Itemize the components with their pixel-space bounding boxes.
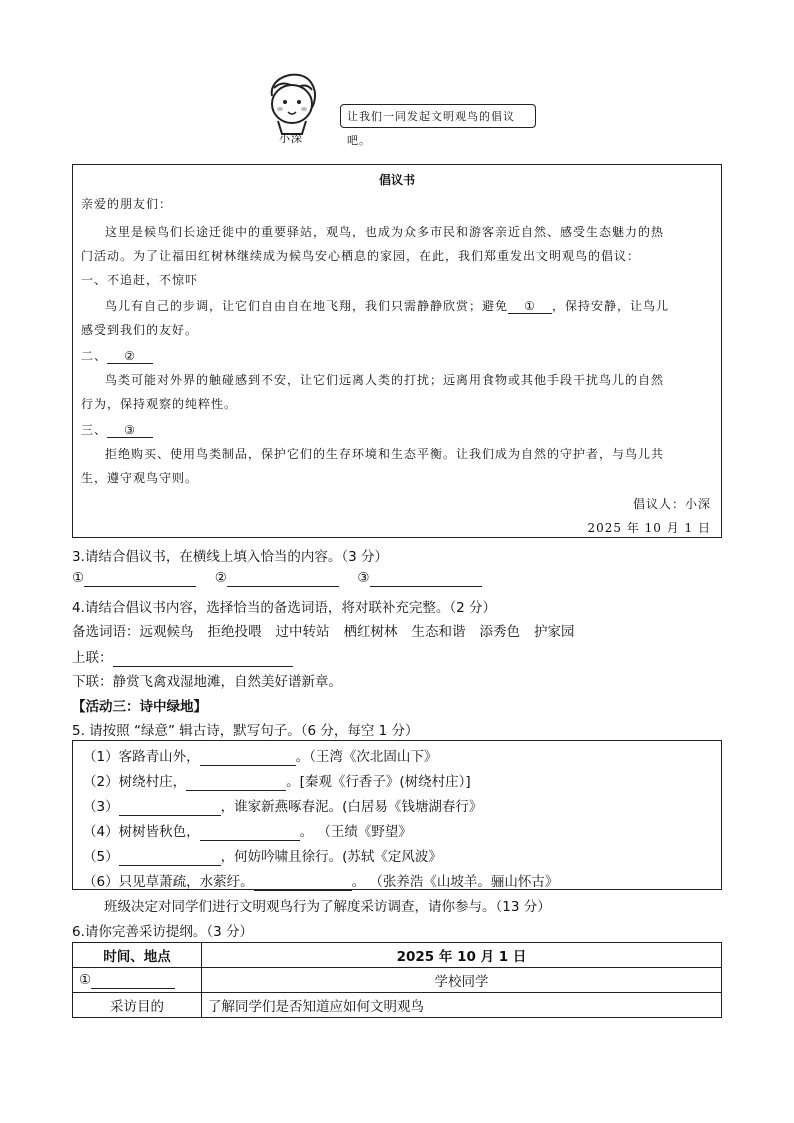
blank-2[interactable]: ② xyxy=(107,349,153,364)
survey-intro: 班级决定对同学们进行文明观鸟行为了解度采访调查，请你参与。（13 分） xyxy=(104,899,551,915)
item1-text-b: ，保持安静，让鸟儿 xyxy=(552,299,670,313)
q5-prompt: 5. 请按照 “绿意” 辑古诗，默写句子。（6 分，每空 1 分） xyxy=(72,723,419,739)
poem-blank[interactable] xyxy=(200,824,300,841)
proposal-item3-line2: 生，遵守观鸟守则。 xyxy=(81,471,199,485)
poem-pre: （1）客路青山外， xyxy=(83,749,200,765)
table-cell: 时间、地点 xyxy=(73,943,202,968)
table-cell: 2025 年 10 月 1 日 xyxy=(202,943,722,968)
q4-upper-blank[interactable] xyxy=(113,650,293,667)
poem-post: ，何妨吟啸且徐行。(苏轼《定风波》 xyxy=(220,849,442,865)
table-cell: 采访目的 xyxy=(73,993,202,1018)
item3-prefix: 三、 xyxy=(81,423,108,437)
proposal-item2-heading xyxy=(81,347,153,364)
poem-post: 。（王湾《次北固山下》 xyxy=(295,749,438,765)
poem-blank[interactable] xyxy=(186,774,286,791)
q4-option: 拒绝投喂 xyxy=(207,624,262,640)
q6-prompt: 6.请你完善采访提纲。（3 分） xyxy=(72,924,254,940)
proposal-item2-line2: 行为，保持观察的纯粹性。 xyxy=(81,397,238,411)
proposal-title: 倡议书 xyxy=(378,173,415,187)
q3-blank-1[interactable] xyxy=(84,570,196,587)
proposal-signer: 倡议人：小深 xyxy=(632,497,711,511)
table-cell: 了解同学们是否知道应如何文明观鸟 xyxy=(202,993,722,1018)
poem-pre: （4）树树皆秋色， xyxy=(83,824,200,840)
q4-option: 过中转站 xyxy=(275,624,330,640)
q4-option: 生态和谐 xyxy=(411,624,466,640)
proposal-item1-line1 xyxy=(105,297,669,314)
q3-label-2: ② xyxy=(214,570,227,586)
proposal-item2-line1: 鸟类可能对外界的触碰感到不安，让它们远离人类的打扰；远离用食物或其他手段干扰鸟儿的自然 xyxy=(105,373,665,387)
q3-label-1: ① xyxy=(72,570,85,586)
speech-bubble: 让我们一同发起文明观鸟的倡议吧。 xyxy=(340,104,536,128)
poem-line-1 xyxy=(83,745,437,766)
q4-option: 栖红树林 xyxy=(343,624,398,640)
blank-1[interactable]: ① xyxy=(508,299,552,314)
proposal-item3-line1: 拒绝购买、使用鸟类制品，保护它们的生存环境和生态平衡。让我们成为自然的守护者，与鸟儿共 xyxy=(105,447,665,461)
poem-post: 。 （王绩《野望》 xyxy=(299,824,412,840)
poem-pre: （6）只见草萧疏，水萦纡。 xyxy=(83,874,254,890)
proposal-item1-line2: 感受到我们的友好。 xyxy=(81,323,199,337)
q4-option: 远观候鸟 xyxy=(139,624,194,640)
q4-option: 护家园 xyxy=(534,624,575,640)
q4-option: 添秀色 xyxy=(479,624,520,640)
q3-answers xyxy=(72,570,482,587)
table-cell: 学校同学 xyxy=(202,968,722,993)
poem-line-6 xyxy=(83,870,558,891)
blank-3[interactable]: ③ xyxy=(107,423,153,438)
q4-upper-label: 上联： xyxy=(72,650,113,666)
poem-pre: （2）树绕村庄， xyxy=(83,774,187,790)
q4-lower-couplet: 下联：静赏飞禽戏湿地滩，自然美好谱新章。 xyxy=(72,674,342,690)
proposal-date: 2025 年 10 月 1 日 xyxy=(587,521,711,535)
poem-blank[interactable] xyxy=(254,874,352,891)
q4-prompt: 4.请结合倡议书内容，选择恰当的备选词语，将对联补充完整。（2 分） xyxy=(72,600,497,616)
q4-options xyxy=(72,620,575,640)
poem-blank[interactable] xyxy=(119,799,221,816)
q3-label-3: ③ xyxy=(357,570,370,586)
interview-outline-table xyxy=(72,942,722,1018)
q3-blank-3[interactable] xyxy=(370,570,482,587)
proposal-intro-1: 这里是候鸟们长途迁徙中的重要驿站，观鸟，也成为众多市民和游客亲近自然、感受生态魅力的热 xyxy=(105,225,665,239)
poem-box xyxy=(72,740,722,890)
q3-prompt: 3.请结合倡议书，在横线上填入恰当的内容。（3 分） xyxy=(72,549,389,565)
q4-options-label: 备选词语： xyxy=(72,624,140,640)
poem-post: 。[秦观《行香子》(树绕村庄）] xyxy=(286,774,471,790)
activity3-heading: 【活动三：诗中绿地】 xyxy=(72,699,207,715)
proposal-item3-heading xyxy=(81,421,153,438)
item1-text-a: 鸟儿有自己的步调，让它们自由自在地飞翔，我们只需静静欣赏；避免 xyxy=(105,299,509,313)
table-row xyxy=(73,943,722,968)
table-row xyxy=(73,968,722,993)
q3-blank-2[interactable] xyxy=(227,570,339,587)
poem-pre: （5） xyxy=(83,849,119,865)
poem-post: ，谁家新燕啄春泥。(白居易《钱塘湖春行》 xyxy=(220,799,483,815)
poem-blank[interactable] xyxy=(119,849,221,866)
poem-line-3 xyxy=(83,795,482,816)
table-blank-label: ① xyxy=(79,971,92,988)
poem-pre: （3） xyxy=(83,799,119,815)
q4-upper-couplet xyxy=(72,646,293,667)
proposal-item1-heading: 一、不追赶，不惊吓 xyxy=(81,273,199,287)
proposal-intro-2: 门活动。为了让福田红树林继续成为候鸟安心栖息的家园，在此，我们郑重发出文明观鸟的倡议： xyxy=(81,249,641,263)
table-blank[interactable] xyxy=(91,972,175,989)
proposal-box xyxy=(72,164,722,538)
item2-prefix: 二、 xyxy=(81,349,108,363)
poem-blank[interactable] xyxy=(200,749,296,766)
student-cartoon-illustration xyxy=(262,66,322,136)
poem-line-5 xyxy=(83,845,442,866)
poem-line-4 xyxy=(83,820,412,841)
table-cell xyxy=(73,968,202,993)
poem-line-2 xyxy=(83,770,471,791)
character-name: 小深 xyxy=(279,132,303,145)
poem-post: 。 （张养浩《山坡羊。骊山怀古》 xyxy=(351,874,559,890)
table-row xyxy=(73,993,722,1018)
proposal-greeting: 亲爱的朋友们： xyxy=(81,197,173,211)
